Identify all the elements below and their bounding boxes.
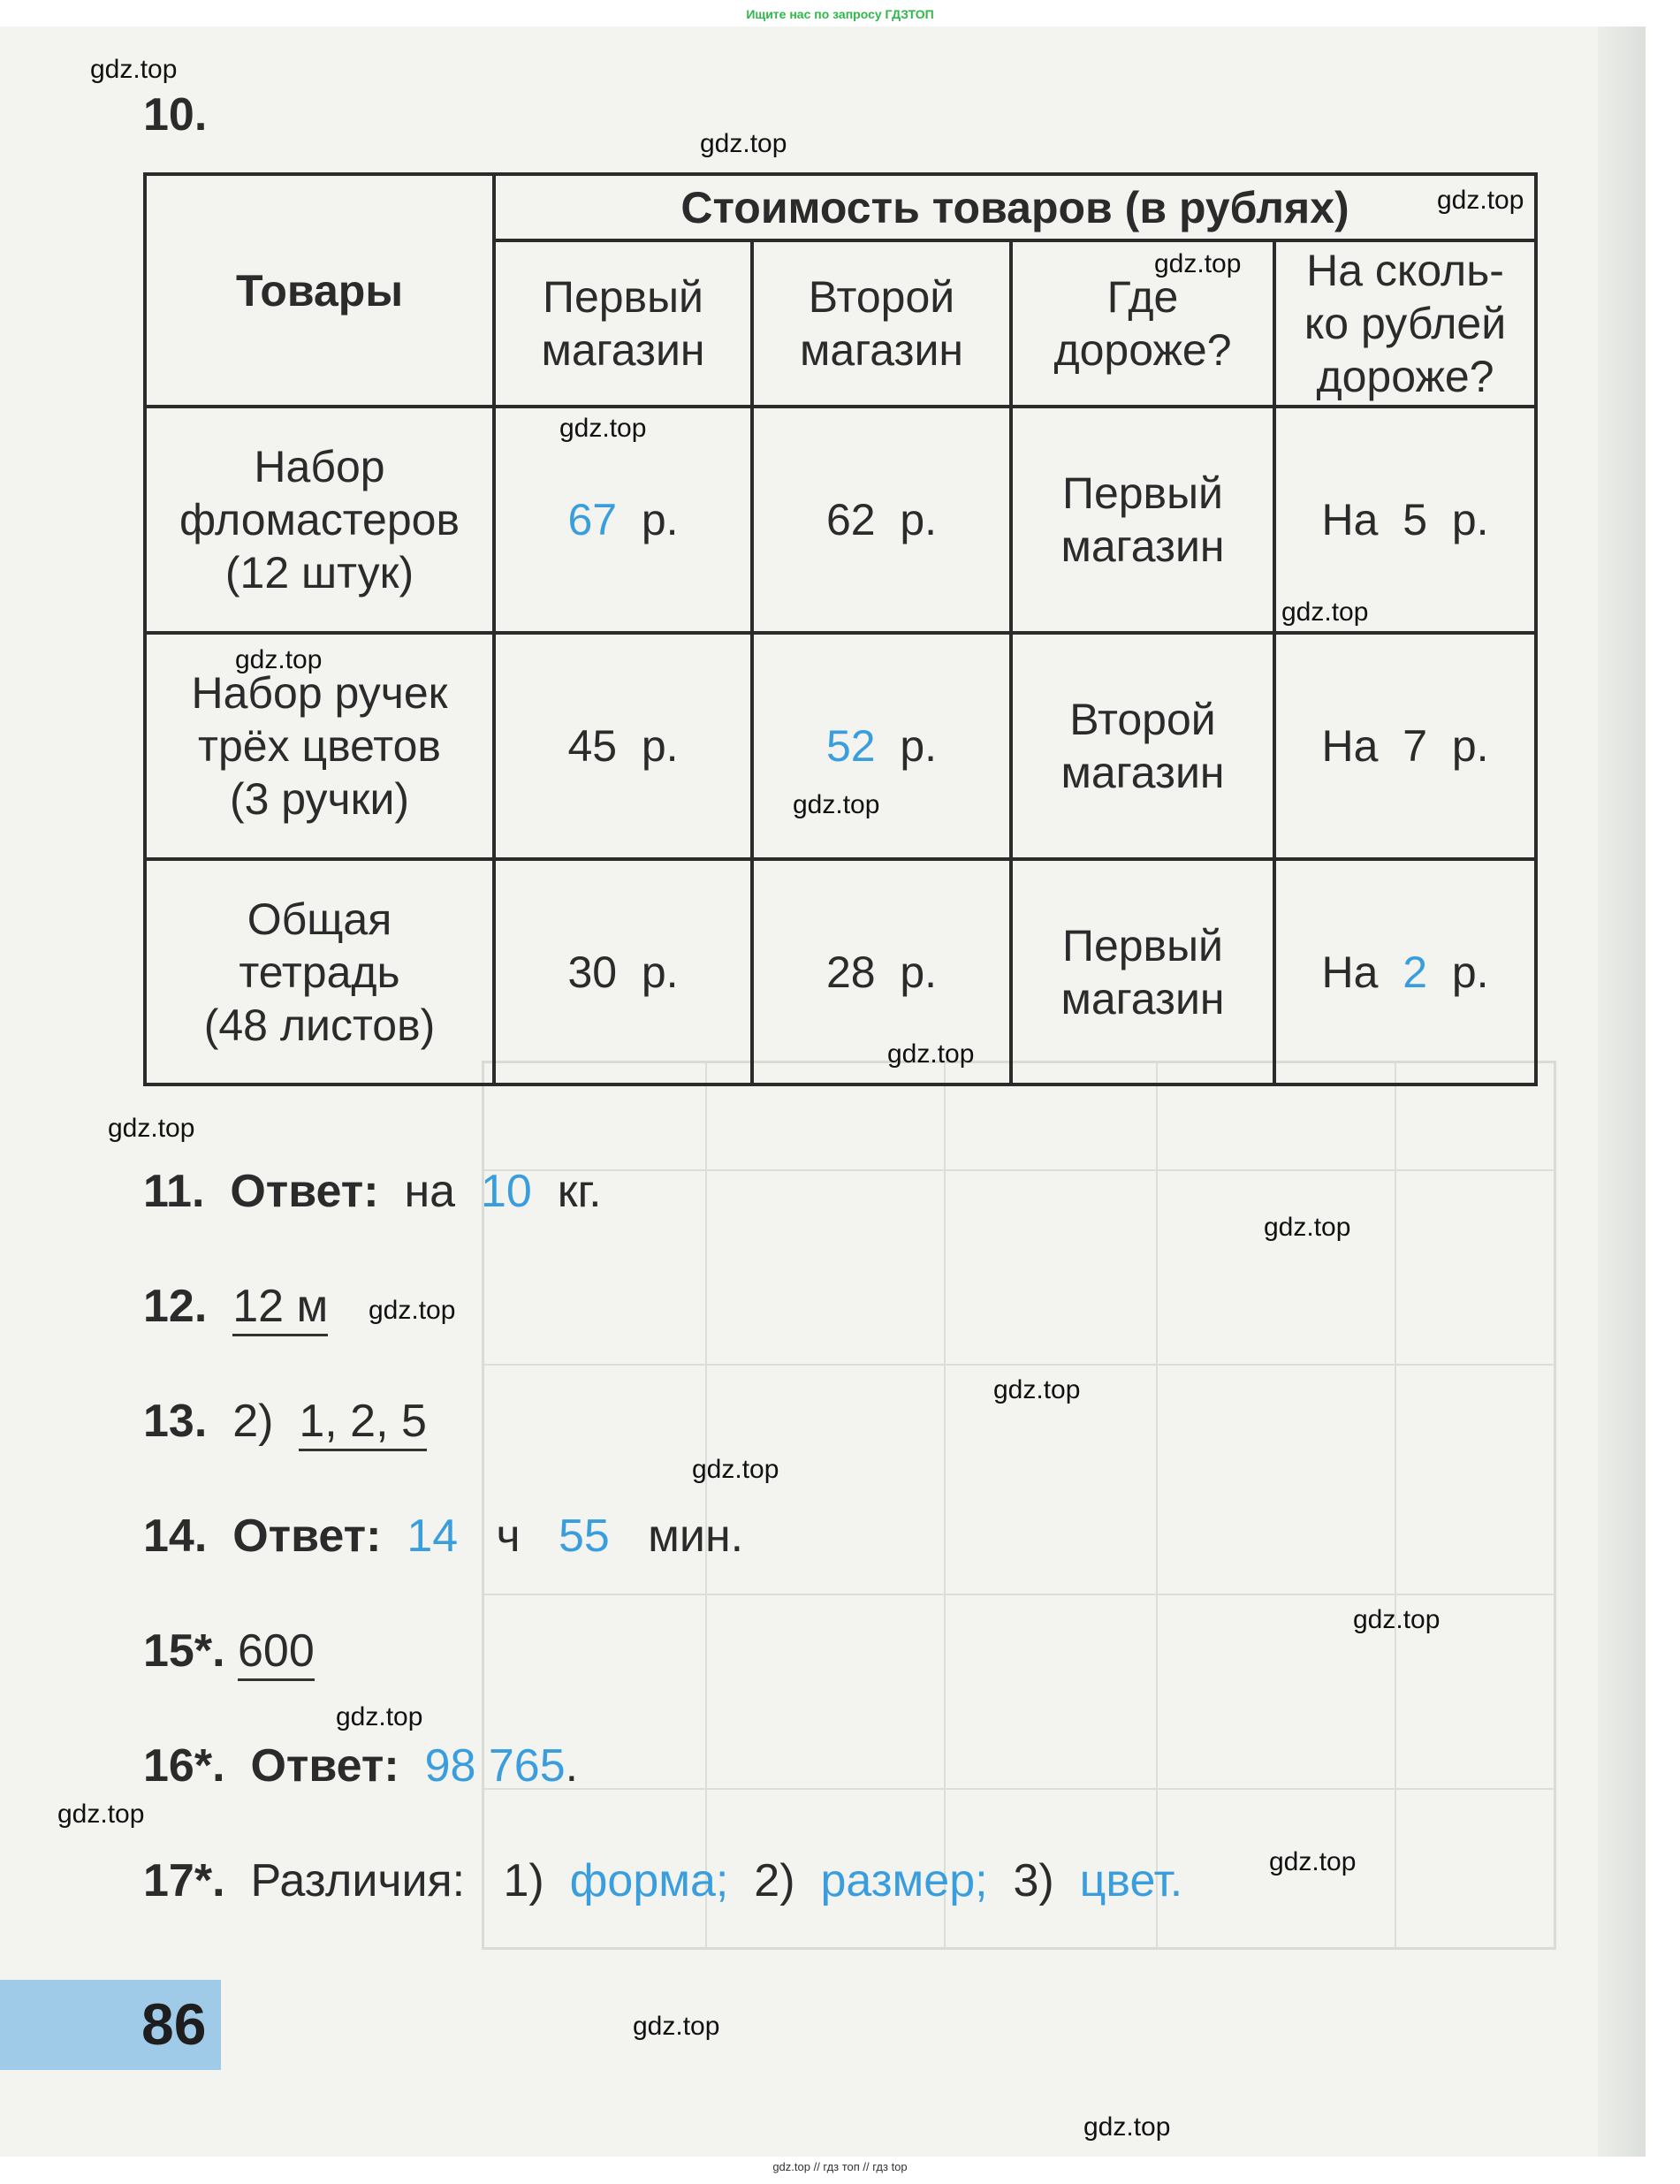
task-14-answer: 14. Ответ: 14 ч 55 мин. <box>143 1511 744 1562</box>
watermark: gdz.top <box>1083 2112 1171 2142</box>
task-10-number: 10. <box>143 89 208 141</box>
watermark: gdz.top <box>235 645 323 674</box>
price-difference: На 2 р. <box>1274 859 1536 1084</box>
watermark: gdz.top <box>793 790 880 819</box>
page-number: 86 <box>141 1991 207 2057</box>
watermark: gdz.top <box>1154 249 1242 278</box>
watermark: gdz.top <box>1269 1847 1357 1876</box>
watermark: gdz.top <box>559 414 647 443</box>
table-row <box>145 859 1536 1084</box>
first-shop-price: 30 р. <box>494 859 752 1084</box>
watermark: gdz.top <box>1264 1213 1351 1242</box>
where-expensive: Первый магазин <box>1011 407 1274 633</box>
task-12-answer: 12. 12 м <box>143 1280 328 1333</box>
watermark: gdz.top <box>369 1296 456 1325</box>
watermark: gdz.top <box>57 1800 145 1829</box>
table-row <box>145 633 1536 859</box>
bottom-note: gdz.top // гдз топ // гдз top <box>772 2160 908 2173</box>
page-edge-shadow <box>1598 27 1646 2157</box>
second-shop-price: 62 р. <box>752 407 1011 633</box>
watermark: gdz.top <box>692 1455 779 1484</box>
item-name: Набор фломастеров (12 штук) <box>145 407 494 633</box>
watermark: gdz.top <box>108 1114 195 1143</box>
task-15-answer: 15*. 600 <box>143 1625 315 1678</box>
price-difference: На 7 р. <box>1274 633 1536 859</box>
task-11-answer: 11. Ответ: на 10 кг. <box>143 1166 602 1217</box>
watermark: gdz.top <box>336 1702 423 1731</box>
header-where-expensive: Где дороже? <box>1011 240 1274 407</box>
first-shop-price: 45 р. <box>494 633 752 859</box>
watermark: gdz.top <box>993 1375 1081 1404</box>
item-name: Общая тетрадь (48 листов) <box>145 859 494 1084</box>
watermark: gdz.top <box>1353 1605 1441 1634</box>
task-13-answer: 13. 2) 1, 2, 5 <box>143 1395 427 1448</box>
task-17-answer: 17*. Различия: 1) форма; 2) размер; 3) цвет. <box>143 1855 1183 1906</box>
watermark: gdz.top <box>633 2012 720 2041</box>
item-name: Набор ручек трёх цветов (3 ручки) <box>145 633 494 859</box>
header-first-shop: Первый магазин <box>494 240 752 407</box>
where-expensive: Первый магазин <box>1011 859 1274 1084</box>
price-difference: На 5 р. <box>1274 407 1536 633</box>
header-goods: Товары <box>145 174 494 407</box>
bleed-through-table <box>482 1061 1556 1950</box>
watermark: gdz.top <box>1281 597 1369 627</box>
watermark: gdz.top <box>700 129 787 158</box>
watermark: gdz.top <box>1437 186 1524 215</box>
task-16-answer: 16*. Ответ: 98 765. <box>143 1740 579 1792</box>
top-note: Ищите нас по запросу ГДЗТОП <box>746 7 934 21</box>
where-expensive: Второй магазин <box>1011 633 1274 859</box>
second-shop-price: 28 р. <box>752 859 1011 1084</box>
first-shop-price: 67 р. <box>494 407 752 633</box>
header-how-much: На сколь- ко рублей дороже? <box>1274 240 1536 407</box>
header-second-shop: Второй магазин <box>752 240 1011 407</box>
watermark: gdz.top <box>887 1039 975 1069</box>
header-cost: Стоимость товаров (в рублях) <box>494 174 1536 240</box>
goods-cost-table <box>143 172 1538 1086</box>
watermark: gdz.top <box>90 55 178 84</box>
second-shop-price: 52 р. <box>752 633 1011 859</box>
